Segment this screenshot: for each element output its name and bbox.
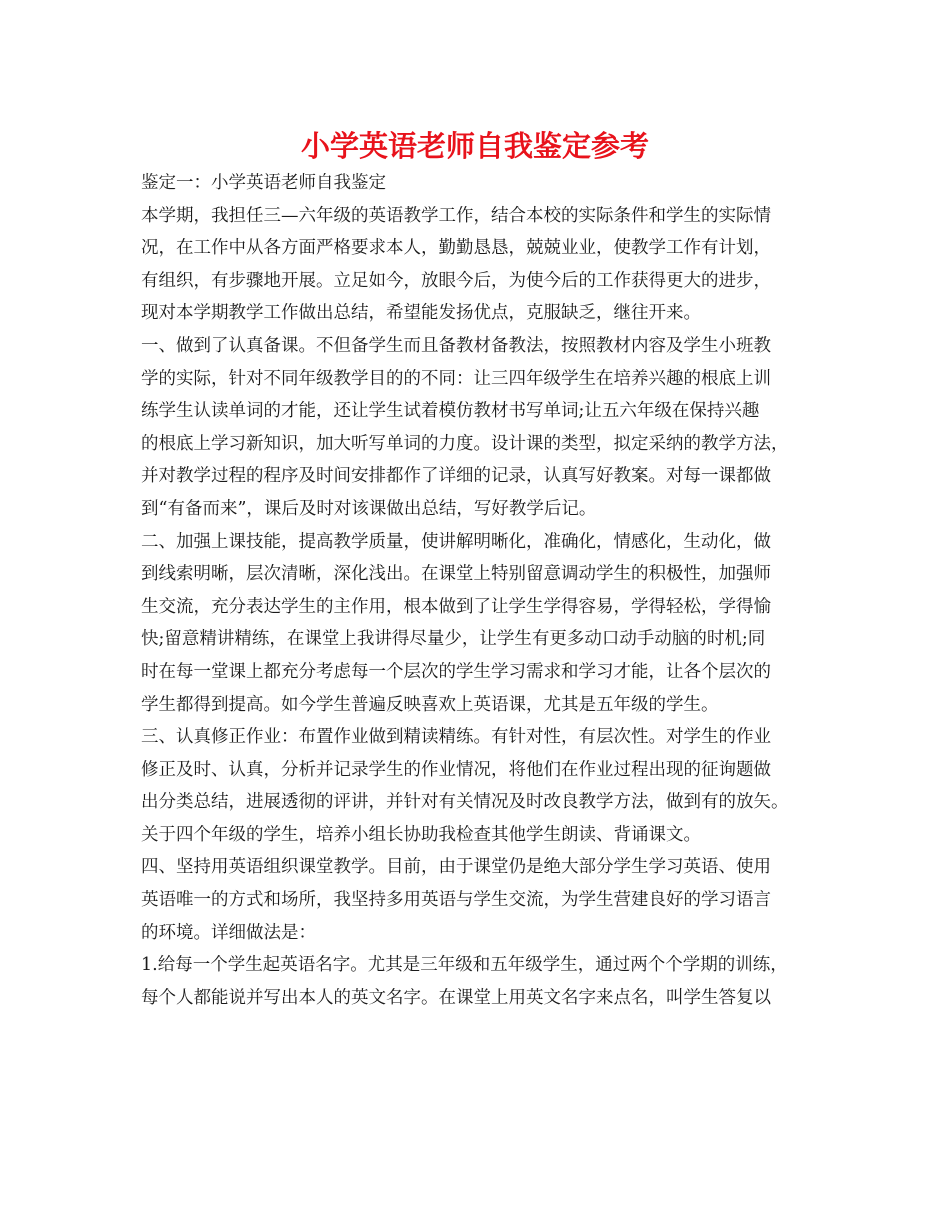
body-line: 英语唯一的方式和场所，我坚持多用英语与学生交流，为学生营建良好的学习语言: [141, 890, 771, 911]
body-line: 一、做到了认真备课。不但备学生而且备教材备教法，按照教材内容及学生小班教: [141, 335, 771, 356]
body-line: 每个人都能说并写出本人的英文名字。在课堂上用英文名字来点名，叫学生答复以: [141, 987, 771, 1008]
body-line: 时在每一堂课上都充分考虑每一个层次的学生学习需求和学习才能，让各个层次的: [141, 661, 771, 682]
body-line: 出分类总结，进展透彻的评讲，并针对有关情况及时改良教学方法，做到有的放矢。: [141, 792, 789, 813]
body-line: 有组织，有步骤地开展。立足如今，放眼今后，为使今后的工作获得更大的进步，: [141, 270, 771, 291]
body-line: 生交流，充分表达学生的主作用，根本做到了让学生学得容易，学得轻松，学得愉: [141, 596, 771, 617]
body-line: 四、坚持用英语组织课堂教学。目前，由于课堂仍是绝大部分学生学习英语、使用: [141, 857, 771, 878]
document-title: 小学英语老师自我鉴定参考: [300, 129, 649, 163]
body-line: 二、加强上课技能，提高教学质量，使讲解明晰化，准确化，情感化，生动化，做: [141, 531, 771, 552]
body-line: 学的实际，针对不同年级教学目的的不同：让三四年级学生在培养兴趣的根底上训: [141, 368, 771, 389]
body-line: 到“有备而来”，课后及时对该课做出总结，写好教学后记。: [141, 498, 597, 519]
body-line: 现对本学期教学工作做出总结，希望能发扬优点，克服缺乏，继往开来。: [141, 303, 701, 324]
body-line: 到线索明晰，层次清晰，深化浅出。在课堂上特别留意调动学生的积极性，加强师: [141, 564, 771, 585]
body-line: 快;留意精讲精练，在课堂上我讲得尽量少，让学生有更多动口动手动脑的时机;同: [141, 629, 766, 650]
body-line: 关于四个年级的学生，培养小组长协助我检查其他学生朗读、背诵课文。: [141, 824, 701, 845]
body-line: 修正及时、认真，分析并记录学生的作业情况，将他们在作业过程出现的征询题做: [141, 759, 771, 780]
document-body: [141, 167, 821, 1014]
body-line: 学生都得到提高。如今学生普遍反映喜欢上英语课，尤其是五年级的学生。: [141, 694, 719, 715]
body-line: 的根底上学习新知识，加大听写单词的力度。设计课的类型，拟定采纳的教学方法，: [141, 433, 789, 454]
body-line: 并对教学过程的程序及时间安排都作了详细的记录，认真写好教案。对每一课都做: [141, 466, 771, 487]
body-line: 鉴定一：小学英语老师自我鉴定: [141, 173, 386, 193]
body-line: 练学生认读单词的才能，还让学生试着模仿教材书写单词;让五六年级在保持兴趣: [141, 401, 760, 422]
body-line: 本学期，我担任三—六年级的英语教学工作，结合本校的实际条件和学生的实际情: [141, 205, 771, 226]
body-line: 况，在工作中从各方面严格要求本人，勤勤恳恳，兢兢业业，使教学工作有计划，: [141, 238, 771, 259]
body-line: 1.给每一个学生起英语名字。尤其是三年级和五年级学生，通过两个个学期的训练，: [141, 955, 788, 976]
body-line: 三、认真修正作业：布置作业做到精读精练。有针对性，有层次性。对学生的作业: [141, 727, 771, 748]
body-line: 的环境。详细做法是：: [141, 922, 316, 943]
